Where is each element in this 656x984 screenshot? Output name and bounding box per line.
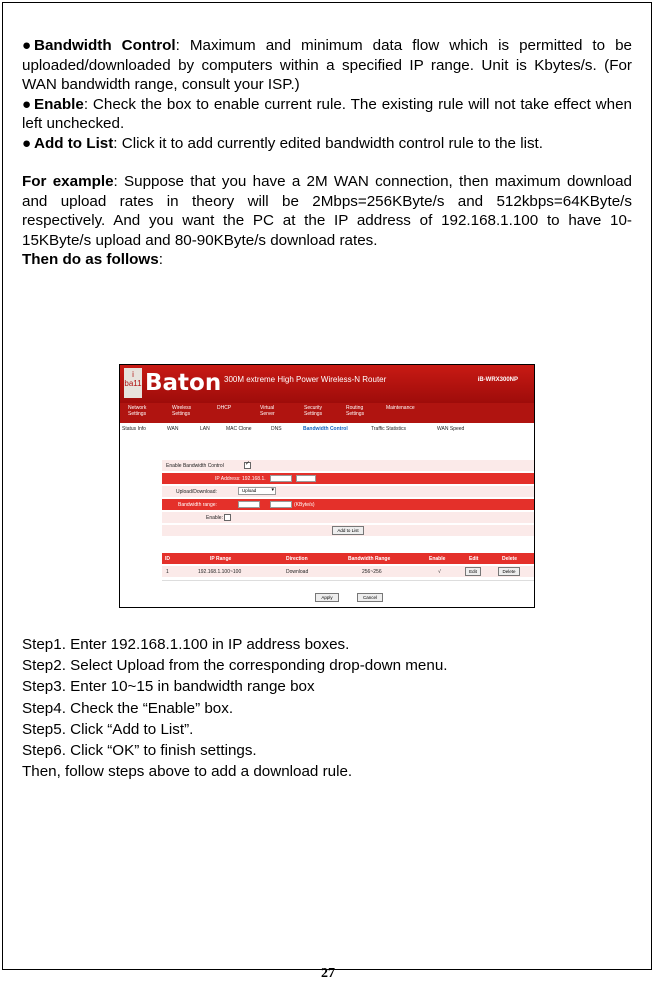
bullet-add-to-list — [22, 134, 632, 154]
nav-network-settings[interactable]: Network Settings — [128, 405, 147, 417]
steps-list — [22, 634, 448, 782]
step-2: Step2. Select Upload from the corresponding drop-down menu. — [22, 657, 448, 675]
ip-start-input[interactable] — [270, 475, 292, 482]
chevron-down-icon: ▾ — [271, 487, 274, 493]
table-row — [162, 566, 534, 577]
range-label: Bandwidth range: — [178, 502, 217, 508]
term: Add to List — [34, 134, 114, 152]
nav-security-settings[interactable]: Security Settings — [304, 405, 323, 417]
nav-wireless-settings[interactable]: Wireless Settings — [172, 405, 192, 417]
ip-row — [162, 473, 534, 484]
edit-button[interactable]: Edit — [465, 567, 481, 576]
term: Enable — [34, 95, 84, 113]
updown-label: Upload/Download: — [176, 489, 217, 495]
then-colon: : — [158, 251, 163, 268]
tagline: 300M extreme High Power Wireless-N Router — [224, 375, 387, 384]
enable-row — [162, 512, 534, 523]
range-max-input[interactable] — [270, 501, 292, 508]
apply-button[interactable]: Apply — [315, 593, 339, 602]
bullet-bandwidth-control — [22, 36, 632, 95]
updown-select[interactable] — [238, 487, 276, 495]
bullet-dot-icon: ● — [22, 37, 32, 54]
router-screenshot — [119, 364, 535, 608]
model-name: iB-WRX300NP — [477, 377, 518, 383]
add-to-list-button[interactable]: Add to List — [332, 526, 364, 535]
nav-dhcp[interactable]: DHCP — [217, 405, 232, 411]
term: Bandwidth Control — [34, 37, 176, 54]
router-header — [120, 365, 534, 403]
enable-bw-row — [162, 460, 534, 471]
ip-label: IP Address: — [215, 476, 241, 482]
description: : Click it to add currently edited bandwidth control rule to the list. — [113, 134, 543, 152]
subnav-wan-speed[interactable]: WAN Speed — [437, 426, 465, 432]
then-term: Then do as follows — [22, 251, 159, 268]
subnav-dns[interactable]: DNS — [271, 426, 282, 432]
col-ip-range: IP Range — [210, 556, 232, 562]
step-final: Then, follow steps above to add a download rule. — [22, 763, 353, 781]
cell-id: 1 — [166, 569, 169, 575]
nav-routing-settings[interactable]: Routing Settings — [346, 405, 365, 417]
bullet-dot-icon: ● — [22, 134, 32, 152]
col-direction: Direction — [286, 556, 308, 562]
updown-row — [162, 486, 534, 497]
add-row — [162, 525, 534, 536]
bullet-enable — [22, 95, 632, 134]
cell-bandwidth-range: 256~256 — [362, 569, 382, 575]
page-number: 27 — [321, 966, 335, 981]
cell-direction: Download — [286, 569, 309, 575]
logo-mark: i ba11 — [124, 368, 142, 398]
example-paragraph — [22, 172, 632, 250]
step-6: Step6. Click “OK” to finish settings. — [22, 742, 257, 760]
bullet-dot-icon: ● — [22, 95, 32, 113]
body-text — [22, 36, 632, 270]
description: : Maximum and minimum data flow which is permitted to be uploaded/downloaded by computers within a specified IP range. Unit is Kbytes/s. (For WAN bandwidth range, consult your ISP.) — [22, 37, 632, 93]
updown-value: Upload — [242, 488, 257, 493]
col-bandwidth-range: Bandwidth Range — [348, 556, 391, 562]
enable-checkbox[interactable] — [224, 514, 231, 521]
subnav-lan[interactable]: LAN — [200, 426, 210, 432]
enable-bw-label: Enable Bandwidth Control — [166, 463, 224, 469]
subnav-mac-clone[interactable]: MAC Clone — [226, 426, 252, 432]
subnav-wan[interactable]: WAN — [167, 426, 179, 432]
col-id: ID — [165, 556, 170, 562]
divider — [162, 580, 534, 581]
step-1: Step1. Enter 192.168.1.100 in IP address boxes. — [22, 636, 350, 653]
col-enable: Enable — [429, 556, 446, 562]
cell-enable: √ — [438, 569, 441, 575]
subnav-traffic-statistics[interactable]: Traffic Statistics — [371, 426, 407, 432]
ip-prefix: 192.168.1. — [242, 476, 266, 482]
rules-table-header — [162, 553, 534, 564]
cell-ip-range: 192.168.1.100~100 — [198, 569, 242, 575]
col-edit: Edit — [469, 556, 479, 562]
subnav-status-info[interactable]: Status Info — [122, 426, 146, 432]
delete-button[interactable]: Delete — [498, 567, 520, 576]
step-5: Step5. Click “Add to List”. — [22, 720, 194, 738]
example-term: For example — [22, 173, 114, 190]
nav-maintenance[interactable]: Maintenance — [386, 405, 415, 411]
range-min-input[interactable] — [238, 501, 260, 508]
subnav-bandwidth-control[interactable]: Bandwidth Control — [303, 426, 348, 432]
range-row — [162, 499, 534, 510]
nav-virtual-server[interactable]: Virtual Server — [260, 405, 275, 417]
main-nav — [120, 403, 534, 423]
step-3: Step3. Enter 10~15 in bandwidth range box — [22, 678, 315, 696]
cancel-button[interactable]: Cancel — [357, 593, 383, 602]
example-text: : Suppose that you have a 2M WAN connection, then maximum download and upload rates in theory will be 2Mbps=256KByte/s and 512kbps=64KByte/s respectively. And you want the PC at the IP address of 192.168.1.100 to have 10-15KByte/s upload and 80-90KByte/s download rates. — [22, 173, 632, 249]
ip-end-input[interactable] — [296, 475, 316, 482]
col-delete: Delete — [502, 556, 518, 562]
description: : Check the box to enable current rule. The existing rule will not take effect when left unchecked. — [22, 95, 632, 132]
enable-bw-checkbox[interactable]: ✓ — [245, 461, 251, 467]
then-line — [22, 250, 632, 270]
brand-logo: Baton — [145, 370, 222, 396]
range-unit: (KByte/s) — [294, 502, 315, 508]
step-4: Step4. Check the “Enable” box. — [22, 699, 234, 717]
sub-nav — [120, 423, 534, 434]
enable-label: Enable: — [206, 515, 223, 521]
